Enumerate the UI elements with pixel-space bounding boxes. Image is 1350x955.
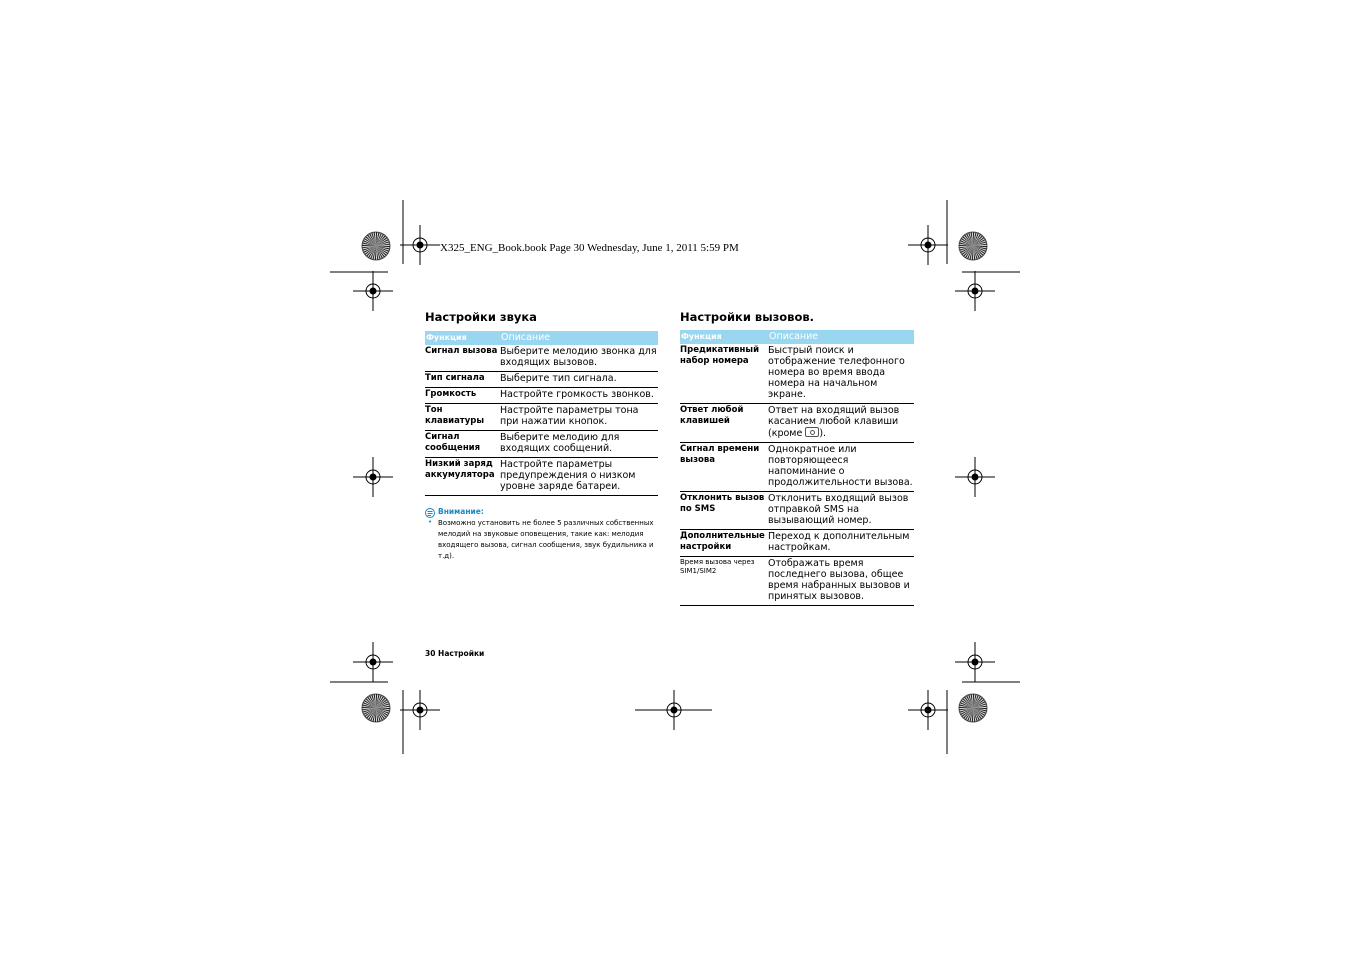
home-key-icon: [805, 427, 819, 437]
note-icon: [425, 508, 435, 518]
function-cell: Сигнал сообщения: [425, 431, 500, 458]
table-row: [680, 404, 914, 443]
description-cell: Быстрый поиск и отображение телефонного номера во время ввода номера на начальном экране.: [768, 344, 914, 404]
description-text: Ответ на входящий вызов касанием любой клавиши (кроме: [768, 405, 900, 439]
table-row: [425, 404, 658, 431]
table-header-row: [680, 330, 914, 344]
note-text: Возможно установить не более 5 различных собственных мелодий на звуковые оповещения, такие как: мелодия входящего вызова, сигнал сообщения, звук будильника и т.д).: [438, 519, 654, 560]
starburst-icon: [362, 694, 390, 722]
starburst-icon: [959, 694, 987, 722]
function-cell: Дополнительные настройки: [680, 530, 768, 557]
registration-target-icon: [400, 225, 440, 265]
registration-target-icon: [908, 690, 948, 730]
page-footer: 30 Настройки: [425, 649, 485, 658]
function-cell: Громкость: [425, 388, 500, 404]
function-cell: Ответ любой клавишей: [680, 404, 768, 443]
description-cell: Переход к дополнительным настройкам.: [768, 530, 914, 557]
column-header-function: Функция: [680, 330, 768, 344]
table-row: [425, 458, 658, 496]
description-cell: Отклонить входящий вызов отправкой SMS на вызывающий номер.: [768, 492, 914, 530]
function-cell: Сигнал вызова: [425, 345, 500, 372]
function-cell: Низкий заряд аккумулятора: [425, 458, 500, 496]
starburst-icon: [362, 232, 390, 260]
registration-target-icon: [353, 457, 393, 497]
description-cell: [768, 404, 914, 443]
registration-target-icon: [654, 690, 694, 730]
table-row: [425, 345, 658, 372]
sound-settings-table: [425, 331, 658, 496]
column-header-function: Функция: [425, 331, 500, 345]
call-settings-title: Настройки вызовов.: [680, 310, 815, 324]
description-text-end: ).: [819, 428, 827, 439]
registration-target-icon: [400, 690, 440, 730]
table-header-row: [425, 331, 658, 345]
description-cell: Настройте параметры тона при нажатии кнопок.: [500, 404, 658, 431]
print-header: X325_ENG_Book.book Page 30 Wednesday, June 1, 2011 5:59 PM: [440, 242, 739, 254]
function-cell: Отклонить вызов по SMS: [680, 492, 768, 530]
function-cell: Сигнал времени вызова: [680, 443, 768, 492]
column-header-description: Описание: [500, 331, 658, 345]
table-row: [680, 557, 914, 606]
registration-target-icon: [955, 271, 995, 311]
column-header-description: Описание: [768, 330, 914, 344]
table-row: [425, 372, 658, 388]
registration-target-icon: [353, 642, 393, 682]
registration-target-icon: [353, 271, 393, 311]
description-cell: Выберите мелодию звонка для входящих вызовов.: [500, 345, 658, 372]
function-cell: Тон клавиатуры: [425, 404, 500, 431]
description-cell: Выберите тип сигнала.: [500, 372, 658, 388]
description-cell: Настройте громкость звонков.: [500, 388, 658, 404]
function-cell: Время вызова через SIM1/SIM2: [680, 557, 768, 606]
function-cell: Предикативный набор номера: [680, 344, 768, 404]
table-row: [680, 492, 914, 530]
registration-target-icon: [955, 642, 995, 682]
table-row: [680, 344, 914, 404]
description-cell: Однократное или повторяющееся напоминание о продолжительности вызова.: [768, 443, 914, 492]
table-row: [425, 431, 658, 458]
note-bullet: •: [428, 518, 433, 526]
starburst-icon: [959, 232, 987, 260]
description-cell: Отображать время последнего вызова, общее время набранных вызовов и принятых вызовов.: [768, 557, 914, 606]
note-title: Внимание:: [438, 507, 484, 516]
description-cell: Выберите мелодию для входящих сообщений.: [500, 431, 658, 458]
call-settings-table: [680, 330, 914, 606]
sound-settings-title: Настройки звука: [425, 310, 537, 324]
registration-target-icon: [955, 457, 995, 497]
table-row: [425, 388, 658, 404]
description-cell: Настройте параметры предупреждения о низком уровне заряде батареи.: [500, 458, 658, 496]
table-row: [680, 443, 914, 492]
registration-target-icon: [908, 225, 948, 265]
table-row: [680, 530, 914, 557]
function-cell: Тип сигнала: [425, 372, 500, 388]
